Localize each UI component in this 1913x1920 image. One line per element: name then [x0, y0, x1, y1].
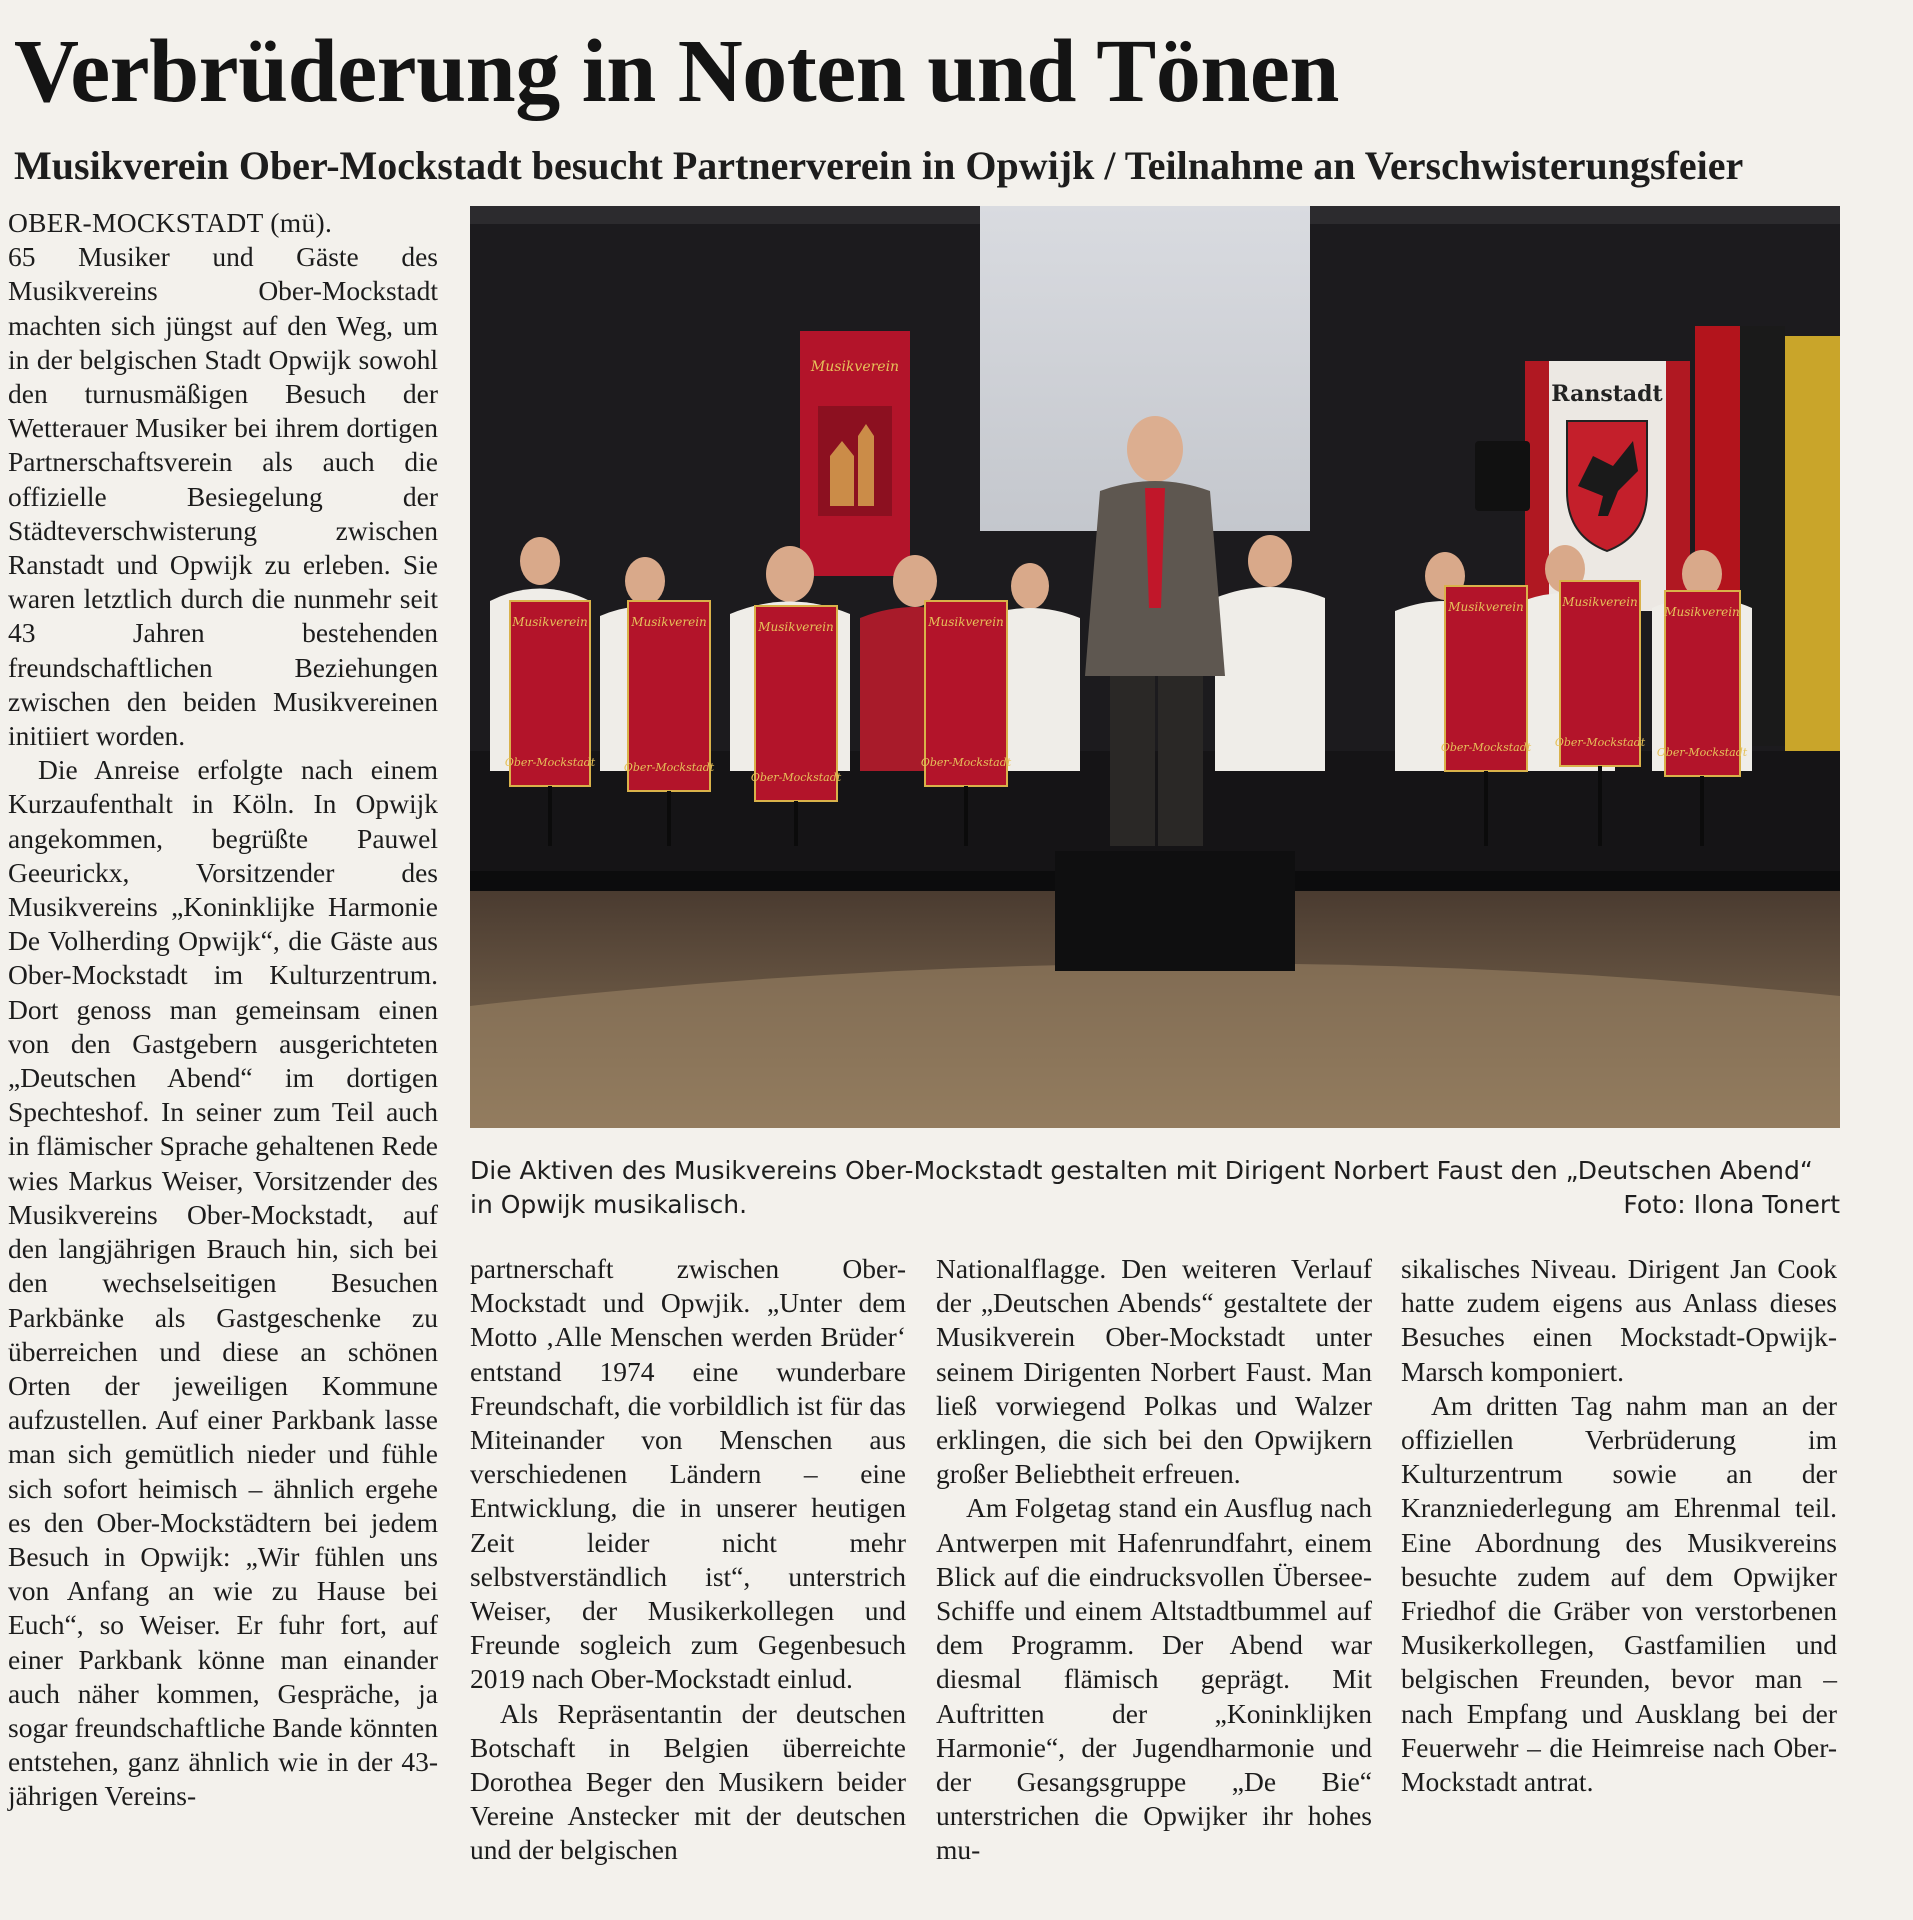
subheadline: Musikverein Ober-Mockstadt besucht Partnerverein in Opwijk / Teilnahme an Verschwisterungsfeier	[14, 143, 1744, 188]
svg-text:Ober-Mockstadt: Ober-Mockstadt	[1440, 741, 1532, 754]
paragraph: Als Repräsentantin der deutschen Botschaft in Belgien überreichte Dorothea Beger den Musikern beider Vereine Anstecker mit der deutschen und der belgischen	[470, 1697, 906, 1866]
article-photo	[470, 206, 1840, 1128]
svg-text:Ober-Mockstadt: Ober-Mockstadt	[1554, 736, 1646, 749]
photo-caption	[470, 1154, 1840, 1222]
paragraph: Die Anreise erfolgte nach einem Kurzaufenthalt in Köln. In Opwijk angekommen, begrüßte Pauwel Geeurickx, Vorsitzender des Musikvereins „Koninklijke Harmonie De Volherding Opwijk“, die Gäste aus Ober-Mockstadt im Kulturzentrum. Dort genoss man gemeinsam einen von den Gastgebern ausgerichteten „Deutschen Abend“ im dortigen Spechteshof. In seiner zum Teil auch in flämischer Sprache gehaltenen Rede wies Markus Weiser, Vorsitzender des Musikvereins Ober-Mockstadt, auf den langjährigen Brauch hin, sich bei den wechselseitigen Besuchen Parkbänke als Gastgeschenke zu überreichen und diese an schönen Orten der jeweiligen Kommune aufzustellen. Auf einer Parkbank lasse man sich gemütlich nieder und fühle sich sofort heimisch – ähnlich ergehe es den Ober-Mockstädtern bei jedem Besuch in Opwijk: „Wir fühlen uns von Anfang an wie zu Hause bei Euch“, so Weiser. Er fuhr fort, auf einer Parkbank könne man einander auch näher kommen, Gespräche, ja sogar freundschaftliche Bande könnten entstehen, ganz ähnlich wie in der 43-jährigen Vereins-	[8, 754, 438, 1812]
svg-text:Ober-Mockstadt: Ober-Mockstadt	[1656, 746, 1748, 759]
svg-text:Ober-Mockstadt: Ober-Mockstadt	[504, 756, 596, 769]
flag-label: Ranstadt	[1551, 381, 1663, 407]
svg-text:Musikverein: Musikverein	[928, 615, 1004, 629]
svg-text:Musikverein: Musikverein	[1664, 605, 1740, 619]
dateline: OBER-MOCKSTADT (mü).	[8, 207, 333, 238]
article-column-4	[1401, 1252, 1837, 1799]
svg-text:Ober-Mockstadt: Ober-Mockstadt	[750, 771, 842, 784]
svg-text:Ober-Mockstadt: Ober-Mockstadt	[623, 761, 715, 774]
svg-text:Musikverein: Musikverein	[512, 615, 588, 629]
paragraph: partnerschaft zwischen Ober-Mockstadt und Opwjik. „Unter dem Motto ‚Alle Menschen werden Brüder‘ entstand 1974 eine wunderbare Freundschaft, die vorbildlich ist für das Miteinander von Menschen aus verschiedenen Ländern – eine Entwicklung, die in unserer heutigen Zeit leider nicht mehr selbstverständlich ist“, unterstrich Weiser, der Musikerkollegen und Freunde sogleich zum Gegenbesuch 2019 nach Ober-Mockstadt einlud.	[470, 1253, 906, 1695]
photo-credit: Foto: Ilona Tonert	[1623, 1190, 1840, 1219]
paragraph: sikalisches Niveau. Dirigent Jan Cook hatte zudem eigens aus Anlass dieses Besuches einen Mockstadt-Opwijk-Marsch komponiert.	[1401, 1253, 1837, 1387]
background-banner	[800, 331, 910, 576]
svg-text:Musikverein: Musikverein	[758, 620, 834, 634]
svg-text:Musikverein: Musikverein	[631, 615, 707, 629]
headline: Verbrüderung in Noten und Tönen	[14, 22, 1339, 121]
paragraph: Am Folgetag stand ein Ausflug nach Antwerpen mit Hafenrundfahrt, einem Blick auf die eindrucksvollen Übersee-Schiffe und einem Altstadtbummel auf dem Programm. Der Abend war diesmal flämisch geprägt. Mit Auftritten der „Koninklijken Harmonie“, der Jugendharmonie und der Gesangsgruppe „De Bie“ unterstrichen die Opwijker ihr hohes mu-	[936, 1492, 1372, 1866]
article-column-2	[470, 1252, 906, 1868]
paragraph: Nationalflagge. Den weiteren Verlauf der „Deutschen Abends“ gestaltete der Musikverein Ober-Mockstadt unter seinem Dirigenten Norbert Faust. Man ließ vorwiegend Polkas und Walzer erklingen, die sich bei den Opwijkern großer Beliebtheit erfreuen.	[936, 1253, 1372, 1490]
svg-text:Ober-Mockstadt: Ober-Mockstadt	[920, 756, 1012, 769]
paragraph: Am dritten Tag nahm man an der offiziellen Verbrüderung im Kulturzentrum sowie an der Kranzniederlegung am Ehrenmal teil. Eine Abordnung des Musikvereins besuchte zudem auf dem Opwijker Friedhof die Gräber von verstorbenen Musikerkollegen, Gastfamilien und belgischen Freunden, bevor man – nach Empfang und Ausklang bei der Feuerwehr – die Heimreise nach Ober-Mockstadt antrat.	[1401, 1389, 1837, 1798]
svg-text:Musikverein: Musikverein	[1448, 600, 1524, 614]
caption-text: Die Aktiven des Musikvereins Ober-Mockstadt gestalten mit Dirigent Norbert Faust den „Deutschen Abend“ in Opwijk musikalisch.	[470, 1156, 1813, 1219]
svg-text:Musikverein: Musikverein	[810, 359, 900, 375]
svg-text:Musikverein: Musikverein	[1562, 595, 1638, 609]
article-column-3	[936, 1252, 1372, 1868]
paragraph: OBER-MOCKSTADT (mü). 65 Musiker und Gäste des Musikvereins Ober-Mockstadt machten sich jüngst auf den Weg, um in der belgischen Stadt Opwijk sowohl den turnusmäßigen Besuch der Wetterauer Musiker bei ihrem dortigen Partnerschaftsverein als auch die offizielle Besiegelung der Städteverschwisterung zwischen Ranstadt und Opwijk zu erleben. Sie waren letztlich durch die nunmehr seit 43 Jahren bestehenden freundschaftlichen Beziehungen zwischen den beiden Musikvereinen initiiert worden.	[8, 207, 438, 752]
article-column-1	[8, 206, 438, 1814]
